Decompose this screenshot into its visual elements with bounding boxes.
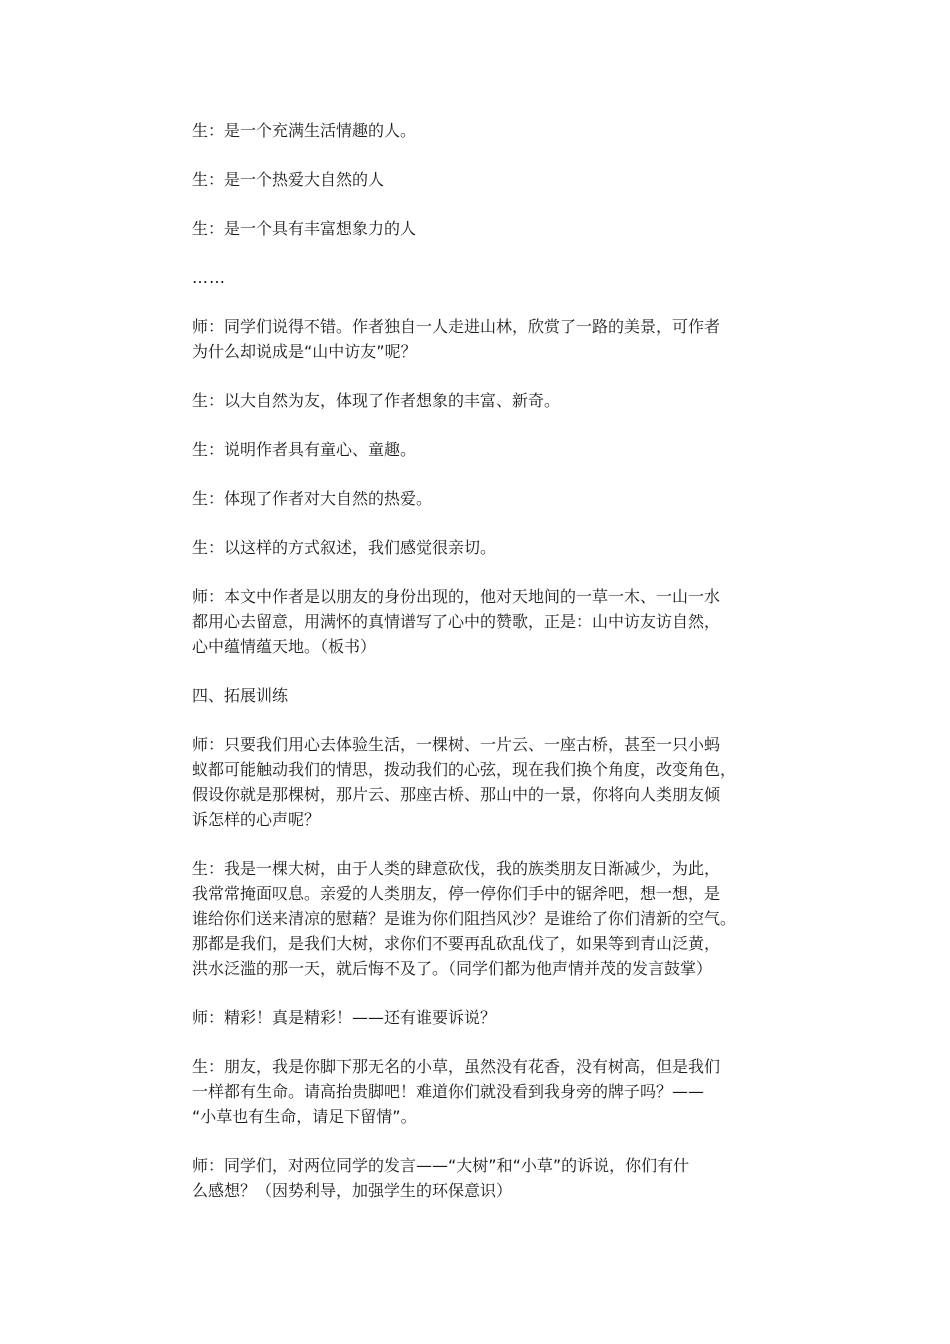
- dialogue-paragraph: [192, 856, 772, 981]
- text-line: 谁给你们送来清凉的慰藉？是谁为你们阻挡风沙？是谁给了你们清新的空气。: [192, 909, 737, 928]
- ellipsis-paragraph: [192, 265, 772, 290]
- dialogue-paragraph: [192, 584, 772, 659]
- dialogue-paragraph: [192, 1153, 772, 1203]
- text-line: 生：是一个充满生活情趣的人。: [192, 121, 417, 140]
- dialogue-paragraph: [192, 437, 772, 462]
- text-line: 生：体现了作者对大自然的热爱。: [192, 489, 433, 508]
- text-line: 师：同学们，对两位同学的发言——“大树”和“小草”的诉说，你们有什: [192, 1156, 690, 1175]
- dialogue-paragraph: [192, 216, 772, 241]
- text-line: 一样都有生命。请高抬贵脚吧！难道你们就没看到我身旁的牌子吗？——: [192, 1082, 705, 1101]
- text-line: 生：以这样的方式叙述，我们感觉很亲切。: [192, 538, 497, 557]
- document-body: [192, 118, 772, 1227]
- text-line: 生：是一个具有丰富想象力的人: [192, 219, 417, 238]
- text-line: 生：是一个热爱大自然的人: [192, 170, 385, 189]
- text-line: 四、拓展训练: [192, 686, 289, 705]
- text-line: 为什么却说成是“山中访友”呢？: [192, 342, 417, 361]
- text-line: “小草也有生命，请足下留情”。: [192, 1107, 417, 1126]
- text-line: 生：朋友，我是你脚下那无名的小草，虽然没有花香，没有树高，但是我们: [192, 1057, 721, 1076]
- dialogue-paragraph: [192, 314, 772, 364]
- text-line: 诉怎样的心声呢？: [192, 810, 321, 829]
- text-line: 生：以大自然为友，体现了作者想象的丰富、新奇。: [192, 391, 561, 410]
- text-line: 生：说明作者具有童心、童趣。: [192, 440, 417, 459]
- text-line: 心中蕴情蕴天地。（板书）: [192, 637, 377, 656]
- text-line: 师：精彩！真是精彩！——还有谁要诉说？: [192, 1008, 497, 1027]
- dialogue-paragraph: [192, 167, 772, 192]
- text-line: 么感想？（因势利导，加强学生的环保意识）: [192, 1181, 513, 1200]
- dialogue-paragraph: [192, 1005, 772, 1030]
- dialogue-paragraph: [192, 388, 772, 413]
- dialogue-paragraph: [192, 535, 772, 560]
- dialogue-paragraph: [192, 1054, 772, 1129]
- text-line: 洪水泛滥的那一天，就后悔不及了。（同学们都为他声情并茂的发言鼓掌）: [192, 959, 713, 978]
- text-line: 假设你就是那棵树，那片云、那座古桥、那山中的一景，你将向人类朋友倾: [192, 785, 721, 804]
- text-line: 我常常掩面叹息。亲爱的人类朋友，停一停你们手中的锯斧吧，想一想，是: [192, 884, 721, 903]
- text-line: 都用心去留意，用满怀的真情谱写了心中的赞歌，正是：山中访友访自然，: [192, 612, 721, 631]
- text-line: 师：只要我们用心去体验生活，一棵树、一片云、一座古桥，甚至一只小蚂: [192, 735, 721, 754]
- text-line: 师：同学们说得不错。作者独自一人走进山林，欣赏了一路的美景，可作者: [192, 317, 721, 336]
- text-line: ……: [192, 268, 226, 287]
- text-line: 师：本文中作者是以朋友的身份出现的，他对天地间的一草一木、一山一水: [192, 587, 721, 606]
- dialogue-paragraph: [192, 486, 772, 511]
- text-line: 那都是我们，是我们大树，求你们不要再乱砍乱伐了，如果等到青山泛黄，: [192, 934, 721, 953]
- text-line: 生：我是一棵大树，由于人类的肆意砍伐，我的族类朋友日渐减少，为此，: [192, 859, 721, 878]
- dialogue-paragraph: [192, 118, 772, 143]
- section-heading: [192, 683, 772, 708]
- text-line: 蚁都可能触动我们的情思，拨动我们的心弦，现在我们换个角度，改变角色，: [192, 760, 737, 779]
- dialogue-paragraph: [192, 732, 772, 832]
